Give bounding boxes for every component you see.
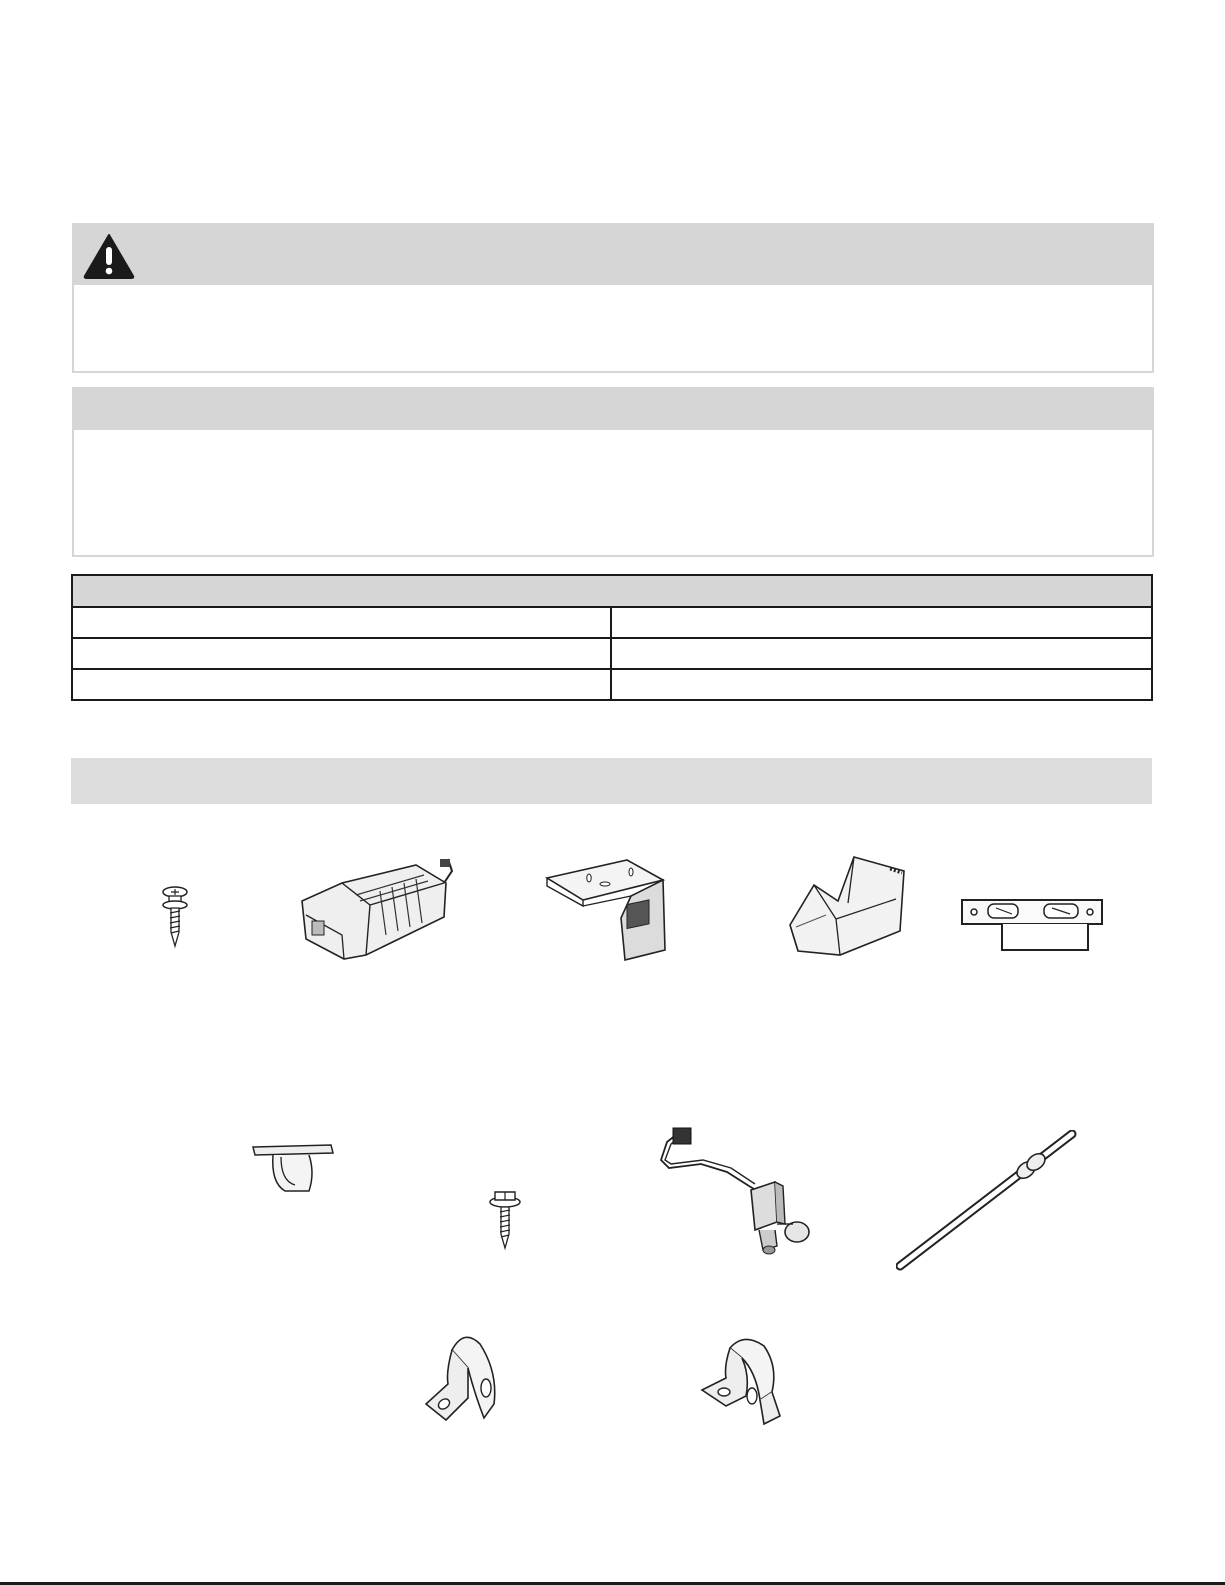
- screw-icon: [160, 884, 190, 950]
- table-cell: [611, 669, 1152, 700]
- warning-icon: [83, 233, 135, 284]
- ice-bin-icon: [786, 855, 908, 961]
- table-cell: [72, 638, 611, 669]
- hex-screw-icon: [488, 1188, 522, 1252]
- table-cell: [72, 607, 611, 638]
- parts-table-header: [72, 575, 1152, 607]
- table-row: [72, 638, 1152, 669]
- table-cell: [611, 607, 1152, 638]
- kit-contents-bar: [71, 758, 1152, 804]
- parts-table: [71, 574, 1153, 701]
- tube-clamp-right-icon: [700, 1336, 786, 1426]
- warning-box: [72, 223, 1154, 373]
- clip-icon: [251, 1143, 337, 1199]
- icemaker-icon: [296, 855, 456, 961]
- tube-clamp-left-icon: [424, 1332, 508, 1422]
- table-cell: [611, 638, 1152, 669]
- notice-header: [74, 389, 1152, 430]
- table-cell: [72, 669, 611, 700]
- table-row: [72, 607, 1152, 638]
- water-valve-icon: [651, 1126, 815, 1260]
- table-row: [72, 669, 1152, 700]
- fill-tube-icon: [896, 1130, 1080, 1276]
- mounting-plate-icon: [960, 898, 1104, 954]
- bracket-icon: [545, 858, 671, 964]
- notice-box: [72, 387, 1154, 557]
- warning-header: [74, 225, 1152, 285]
